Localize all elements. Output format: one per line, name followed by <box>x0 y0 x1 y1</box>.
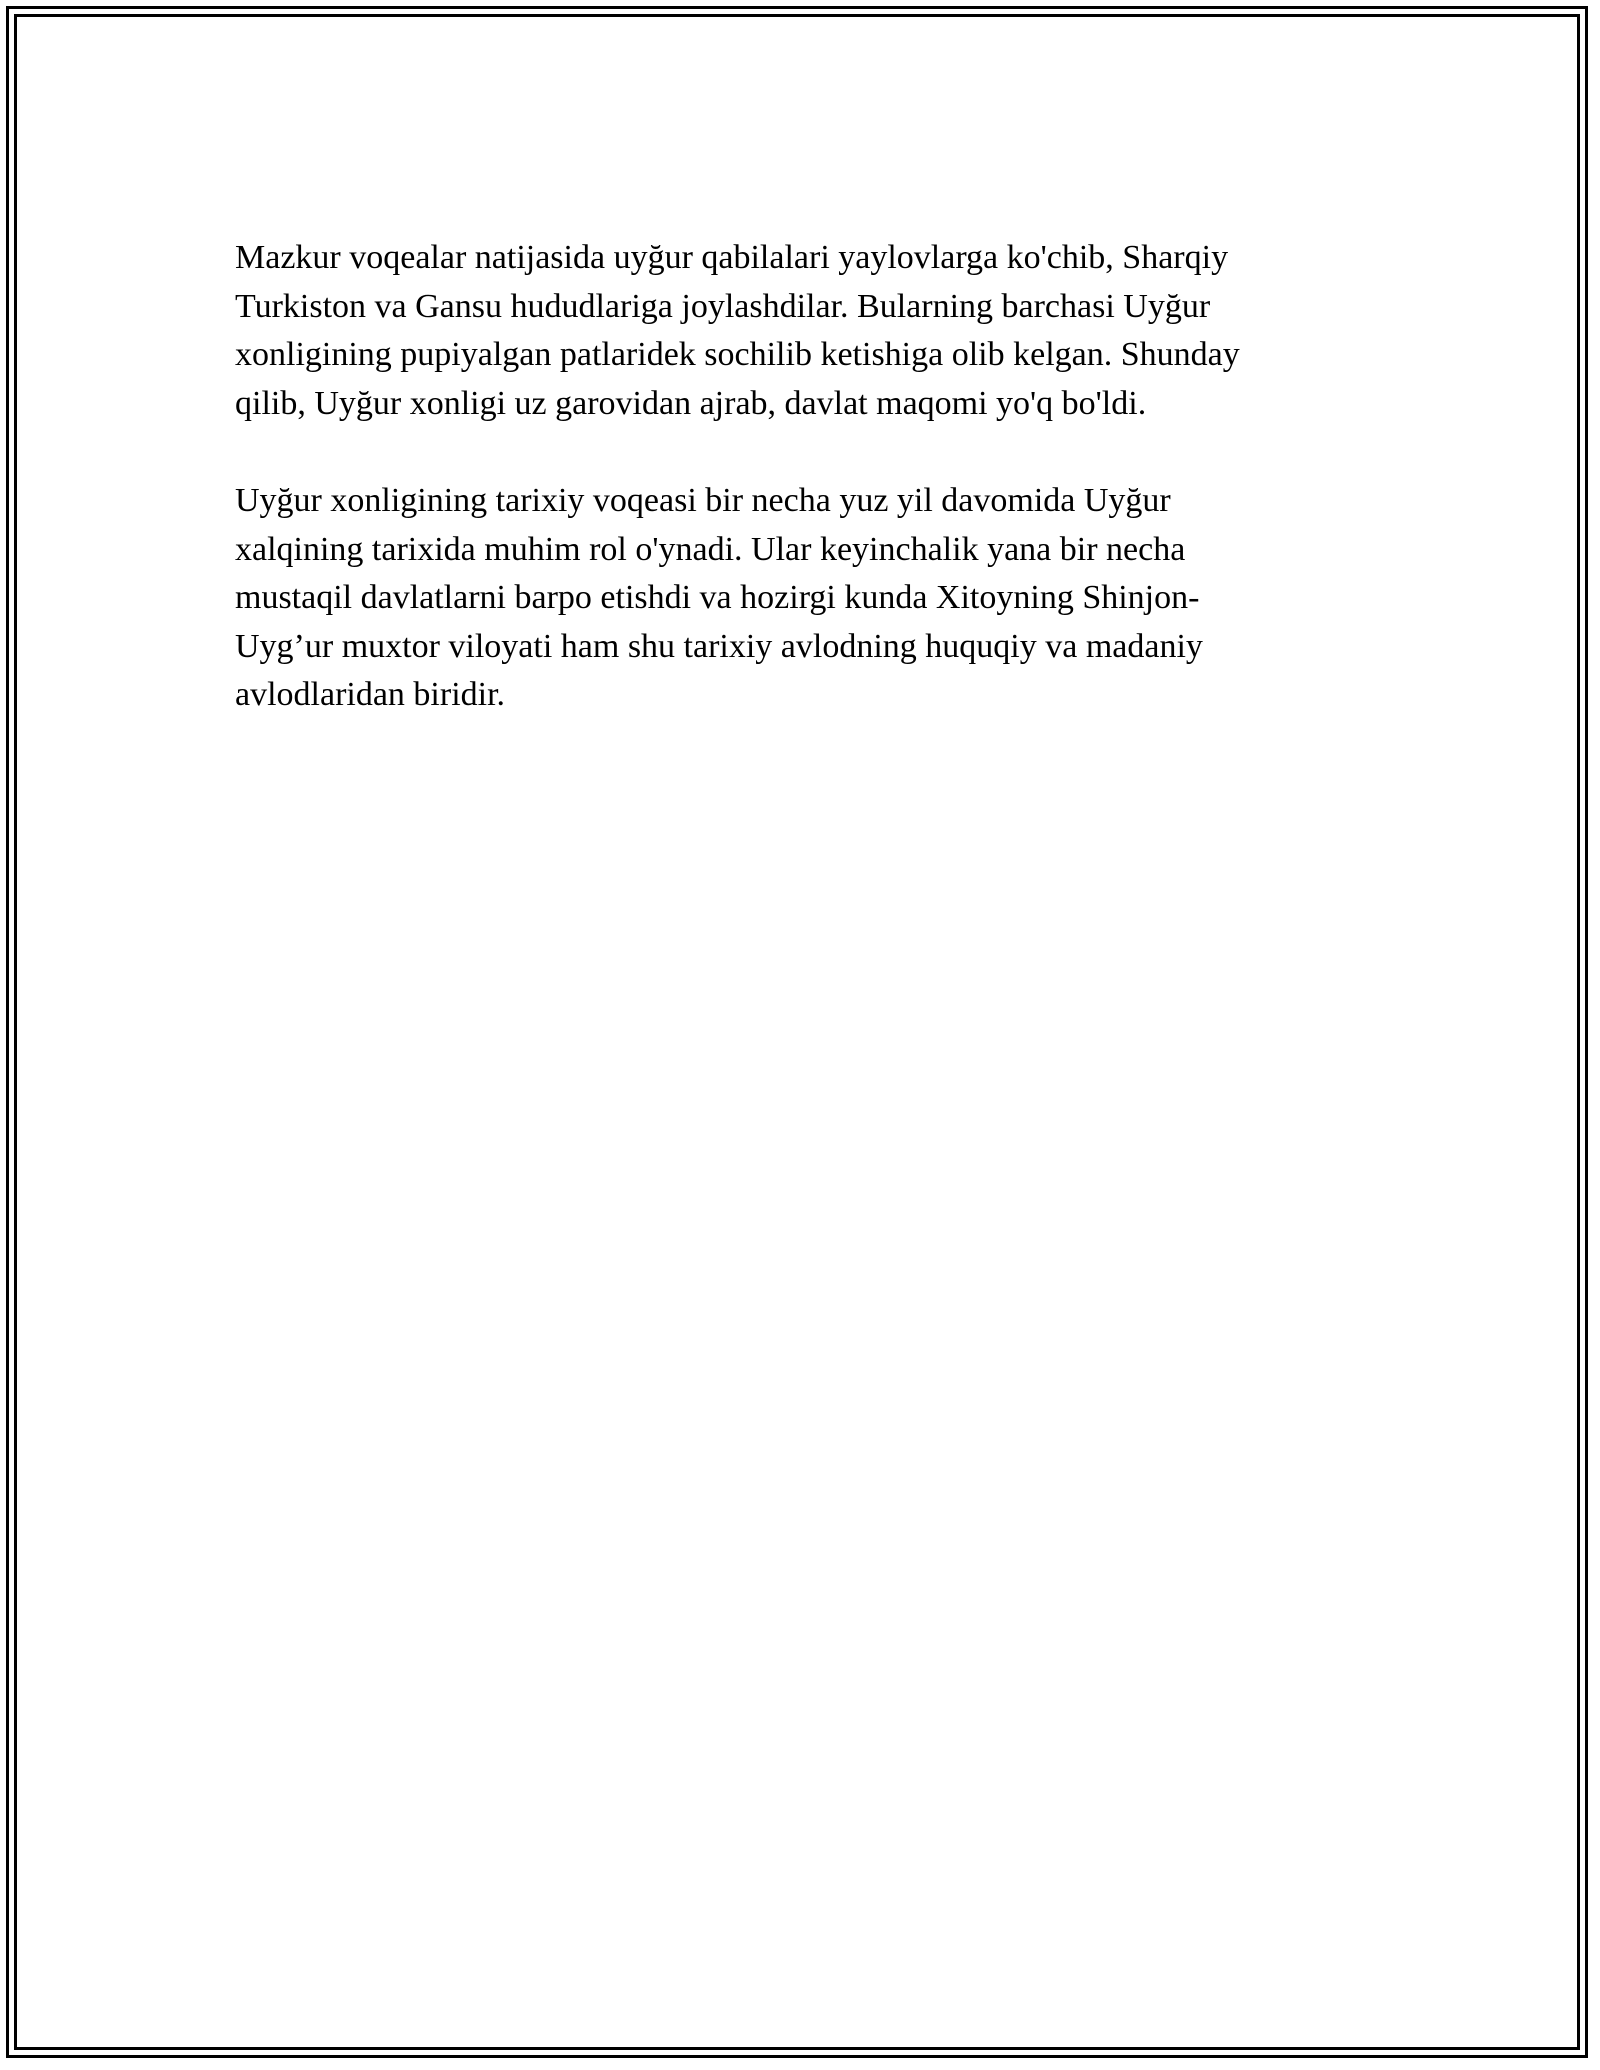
document-body <box>235 234 1335 769</box>
paragraph-2: Uyğur xonligining tarixiy voqeasi bir necha yuz yil davomida Uyğur xalqining tarixida muhim rol o'ynadi. Ular keyinchalik yana bir necha mustaqil davlatlarni barpo etishdi va hozirgi kunda Xitoyning Shinjon- Uyg’ur muxtor viloyati ham shu tarixiy avlodning huquqiy va madaniy avlodlaridan biridir. <box>235 482 1203 713</box>
paragraph-1: Mazkur voqealar natijasida uyğur qabilalari yaylovlarga ko'chib, Sharqiy Turkiston va Gansu hududlariga joylashdilar. Bularning barchasi Uyğur xonligining pupiyalgan patlaridek sochilib ketishiga olib kelgan. Shunday qilib, Uyğur xonligi uz garovidan ajrab, davlat maqomi yo'q bo'ldi. <box>235 239 1240 422</box>
